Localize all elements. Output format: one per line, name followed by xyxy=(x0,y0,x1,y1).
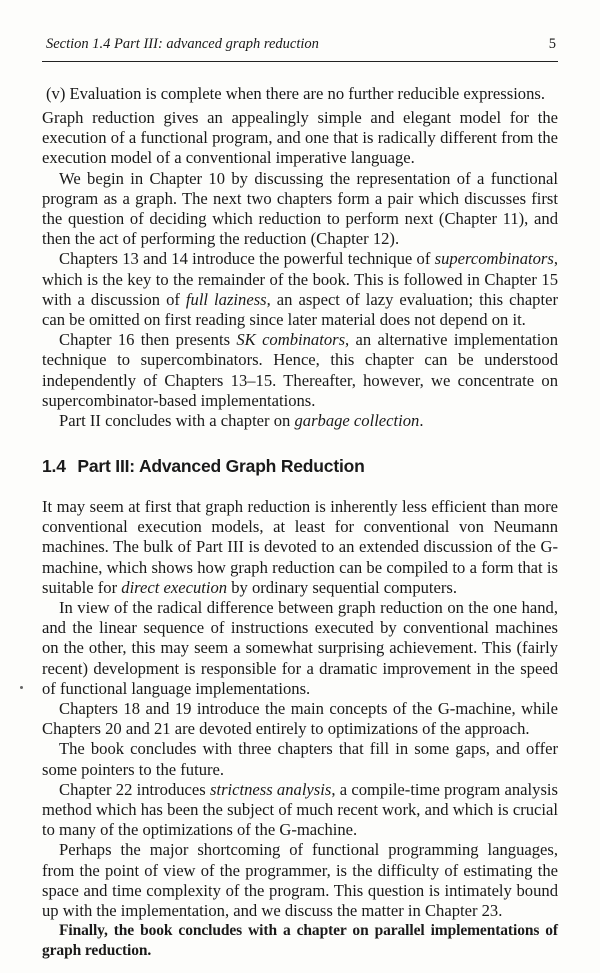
page-number: 5 xyxy=(548,36,556,52)
text-run: by ordinary sequential computers. xyxy=(227,577,458,597)
paragraph: In view of the radical difference between graph reduction on the one hand, and the linear sequence of instructions executed by conventional machines on the other, this may seem a somewhat surprising achievement. This (fairly recent) development is responsible for a dramatic improvement in the speed of functional language implementations. xyxy=(42,598,558,698)
text-run: , a compile-time program analysis method which has been the subject of much recent work, and which is crucial to many of the optimizations of the G-machine. xyxy=(42,779,558,840)
text-run: Part II concludes with a chapter on xyxy=(59,411,295,431)
paragraph: We begin in Chapter 10 by discussing the representation of a functional program as a graph. The next two chapters form a pair which discusses first the question of deciding which reduction to perform next (Chapter 11), and then the act of performing the reduction (Chapter 12). xyxy=(42,168,558,249)
paragraph xyxy=(42,249,558,330)
emphasis-term: supercombinators xyxy=(434,249,554,269)
paragraph: Perhaps the major shortcoming of functional programming languages, from the point of view of the programmer, is the difficulty of estimating the space and time complexity of the program. This question is intimately bound up with the implementation, and we discuss the matter in Chapter 23. xyxy=(42,840,558,921)
text-run: Chapters 13 and 14 introduce the powerful technique of xyxy=(59,249,435,269)
paragraph: Finally, the book concludes with a chapter on parallel implementations of graph reduction. xyxy=(42,922,558,960)
paragraph xyxy=(42,411,558,431)
paragraph: The book concludes with three chapters that fill in some gaps, and offer some pointers to the future. xyxy=(42,739,558,779)
text-run: , which is the key to the remainder of the book. This is followed in Chapter 15 with a discussion of xyxy=(42,249,558,309)
text-run: , an aspect of lazy evaluation; this chapter can be omitted on first reading since later material does not depend on it. xyxy=(42,289,558,330)
paragraph xyxy=(42,330,558,411)
running-header-title: Section 1.4 Part III: advanced graph reduction xyxy=(46,36,319,52)
part-three-body xyxy=(42,497,558,962)
text-run: Chapter 16 then presents xyxy=(59,330,237,350)
emphasis-term: garbage collection xyxy=(294,411,420,431)
paragraph xyxy=(42,497,558,598)
emphasis-term: direct execution xyxy=(121,577,228,597)
emphasis-term: strictness analysis xyxy=(210,779,332,799)
header-rule xyxy=(42,61,558,62)
section-title: Part III: Advanced Graph Reduction xyxy=(77,456,365,476)
text-run: . xyxy=(419,411,424,431)
paragraph: Chapters 18 and 19 introduce the main concepts of the G-machine, while Chapters 20 and 21 are devoted entirely to optimizations of the approach. xyxy=(42,699,558,739)
emphasis-term: full laziness xyxy=(185,289,267,309)
section-heading xyxy=(42,456,365,477)
evaluation-step-v: (v) Evaluation is complete when there are no further reducible expressions. xyxy=(46,84,546,103)
text-run: , an alternative implementation technique to supercombinators. Hence, this chapter can be understood independently of Chapters 13–15. Thereafter, however, we concentrate on supercombinator-based implementations. xyxy=(42,330,558,410)
scan-speck xyxy=(20,686,23,689)
part-two-summary xyxy=(42,108,558,431)
paragraph xyxy=(42,780,558,841)
section-number: 1.4 xyxy=(42,456,66,476)
text-run: It may seem at first that graph reduction is inherently less efficient than more conventional execution models, at least for conventional von Neumann machines. The bulk of Part III is devoted to an extended discussion of the G-machine, which shows how graph reduction can be compiled to a form that is suitable for xyxy=(42,497,558,597)
emphasis-term: SK combinators xyxy=(236,330,346,350)
paragraph: Graph reduction gives an appealingly simple and elegant model for the execution of a functional program, and one that is radically different from the execution model of a conventional imperative language. xyxy=(42,108,558,168)
text-run: Chapter 22 introduces xyxy=(59,779,210,799)
running-header xyxy=(46,36,556,53)
